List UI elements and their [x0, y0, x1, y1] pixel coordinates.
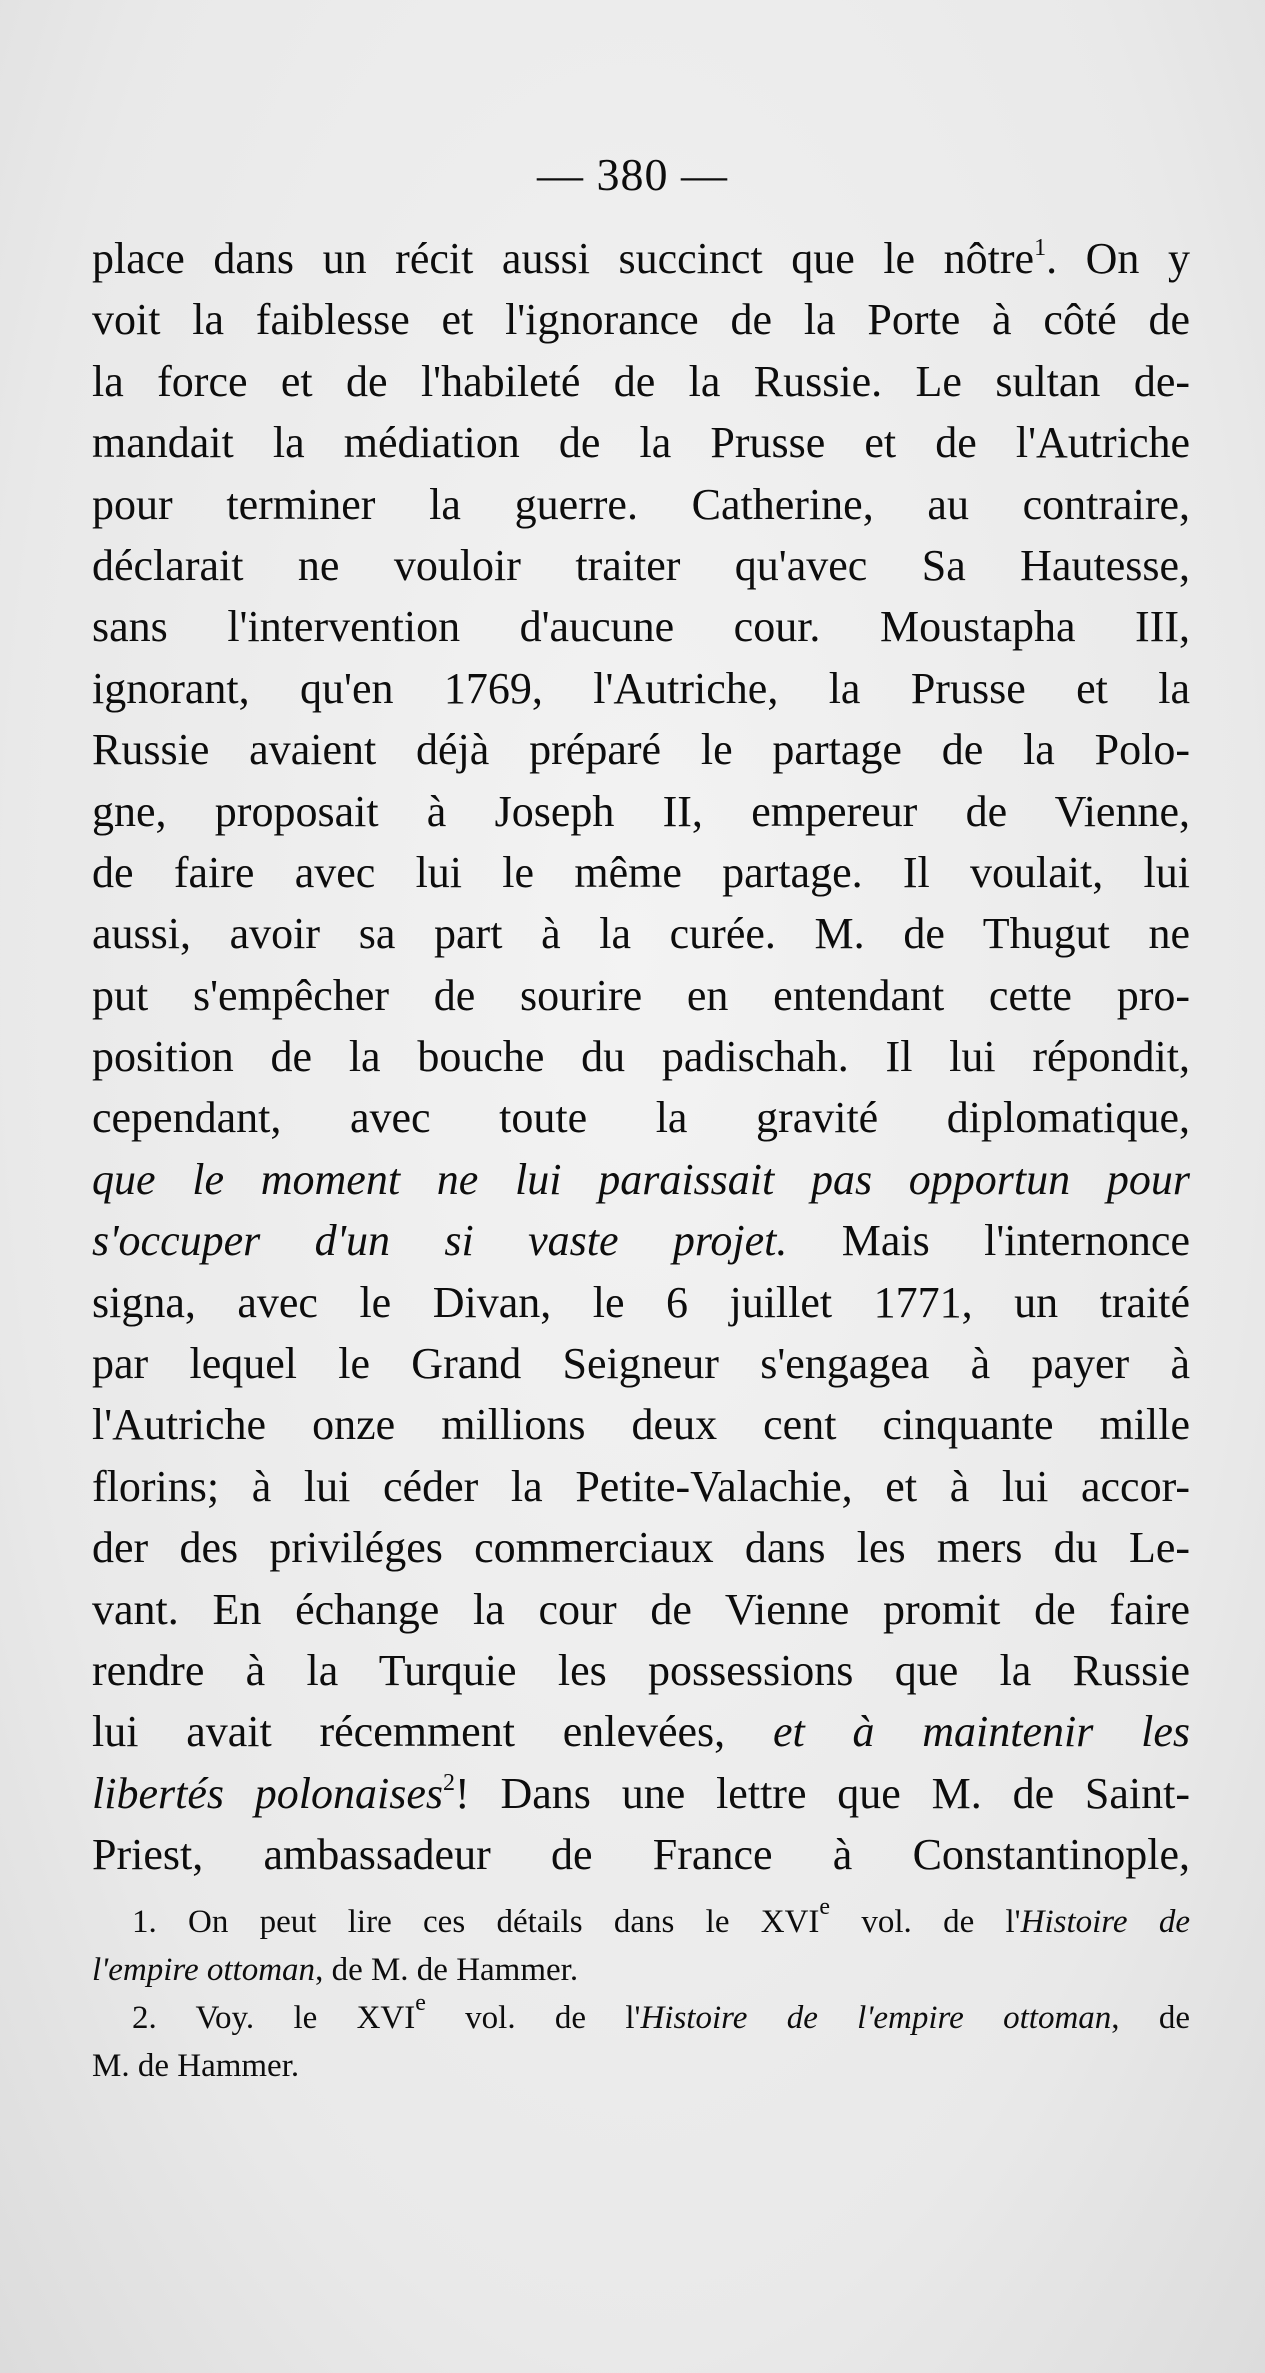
text-run: l'Autriche onze millions deux cent cinquante mille — [92, 1400, 1190, 1450]
text-line — [92, 1394, 1190, 1455]
italic-text-run: s'occuper d'un si vaste projet. — [92, 1216, 788, 1266]
text-run: déclarait ne vouloir traiter qu'avec Sa Hautesse, — [92, 540, 1190, 590]
footnotes — [92, 1894, 1191, 2090]
text-run: der des priviléges commerciaux dans les mers du Le- — [92, 1523, 1190, 1573]
italic-text-run: l'empire ottoman — [92, 1952, 316, 1988]
text-run: M. de Hammer. — [92, 2048, 300, 2084]
italic-text-run: libertés polonaises — [92, 1768, 444, 1818]
text-line — [92, 474, 1190, 535]
text-run: par lequel le Grand Seigneur s'engagea à payer à — [92, 1339, 1190, 1389]
footnote-line — [92, 1894, 1191, 1946]
text-run: Mais l'internonce — [787, 1216, 1190, 1266]
footnote-line — [92, 2042, 1190, 2090]
text-run: vol. de l' — [830, 1904, 1021, 1940]
text-run: rendre à la Turquie les possessions que la Russie — [92, 1645, 1190, 1695]
text-run: sans l'intervention d'aucune cour. Moustapha III, — [92, 602, 1190, 652]
text-line — [92, 658, 1190, 719]
text-line — [92, 412, 1190, 473]
text-run: ! Dans une lettre que M. de Saint- — [455, 1768, 1191, 1818]
text-run: florins; à lui céder la Petite-Valachie, et à lui accor- — [92, 1461, 1190, 1511]
text-run: 2. Voy. le XVI — [132, 2000, 416, 2036]
text-line — [92, 1763, 1190, 1824]
text-line — [92, 1333, 1190, 1394]
text-line — [92, 1640, 1190, 1701]
text-line — [92, 965, 1190, 1026]
text-line — [92, 903, 1190, 964]
text-run: vant. En échange la cour de Vienne promit de faire — [92, 1584, 1190, 1634]
text-line — [92, 1210, 1190, 1271]
text-run: Priest, ambassadeur de France à Constantinople, — [92, 1830, 1190, 1880]
text-run: , de M. de Hammer. — [315, 1952, 579, 1988]
footnote-line — [92, 1946, 1190, 1994]
italic-text-run: que le moment ne lui paraissait pas opportun pour — [92, 1154, 1190, 1204]
text-run: mandait la médiation de la Prusse et de l'Autriche — [92, 418, 1190, 468]
text-run: aussi, avoir sa part à la curée. M. de Thugut ne — [92, 909, 1190, 959]
text-run: pour terminer la guerre. Catherine, au contraire, — [92, 479, 1190, 529]
text-run: position de la bouche du padischah. Il lui répondit, — [92, 1032, 1190, 1082]
text-line — [92, 1272, 1190, 1333]
text-run: place dans un récit aussi succinct que le nôtre — [92, 234, 1035, 283]
text-line — [92, 351, 1190, 412]
text-run: ignorant, qu'en 1769, l'Autriche, la Prusse et la — [92, 663, 1190, 713]
text-run: vol. de l' — [425, 2000, 641, 2036]
italic-text-run: et à maintenir les — [772, 1707, 1190, 1757]
footnote-marker: 1 — [1034, 235, 1047, 261]
footnote-marker: 2 — [443, 1769, 456, 1796]
text-line — [92, 1701, 1190, 1762]
text-line — [92, 842, 1190, 903]
text-run: lui avait récemment enlevées, — [92, 1707, 773, 1757]
footnote-marker: e — [415, 1990, 426, 2016]
text-run: Russie avaient déjà préparé le partage de la Polo- — [92, 725, 1190, 775]
text-line — [92, 1149, 1190, 1210]
text-run: put s'empêcher de sourire en entendant cette pro- — [92, 970, 1190, 1020]
text-line — [92, 781, 1190, 842]
text-run: signa, avec le Divan, le 6 juillet 1771, un traité — [92, 1277, 1190, 1327]
text-line — [92, 1026, 1190, 1087]
footnote-marker: e — [819, 1894, 831, 1920]
text-line — [92, 1579, 1190, 1640]
page-number: — 380 — — [537, 149, 728, 200]
text-line — [92, 596, 1190, 657]
text-run: , de — [1111, 2000, 1190, 2036]
text-line — [92, 228, 1190, 289]
italic-text-run: Histoire de l'empire ottoman — [640, 2000, 1112, 2036]
italic-text-run: Histoire de — [1020, 1904, 1191, 1940]
footnote-line — [92, 1990, 1190, 2042]
text-run: de faire avec lui le même partage. Il voulait, lui — [92, 847, 1190, 897]
text-run: gne, proposait à Joseph II, empereur de Vienne, — [92, 786, 1190, 836]
text-line — [92, 535, 1190, 596]
text-line — [92, 719, 1190, 780]
text-line — [92, 1824, 1190, 1885]
text-line — [92, 1087, 1190, 1148]
text-run: . On y — [1046, 234, 1190, 283]
text-run: 1. On peut lire ces détails dans le XVI — [132, 1904, 820, 1940]
text-run: la force et de l'habileté de la Russie. Le sultan de- — [92, 356, 1190, 406]
text-run: cependant, avec toute la gravité diplomatique, — [92, 1093, 1190, 1143]
text-line — [92, 289, 1190, 350]
text-run: voit la faiblesse et l'ignorance de la Porte à côté de — [92, 295, 1190, 345]
text-line — [92, 1517, 1190, 1578]
main-text — [92, 228, 1190, 1886]
text-line — [92, 1456, 1190, 1517]
